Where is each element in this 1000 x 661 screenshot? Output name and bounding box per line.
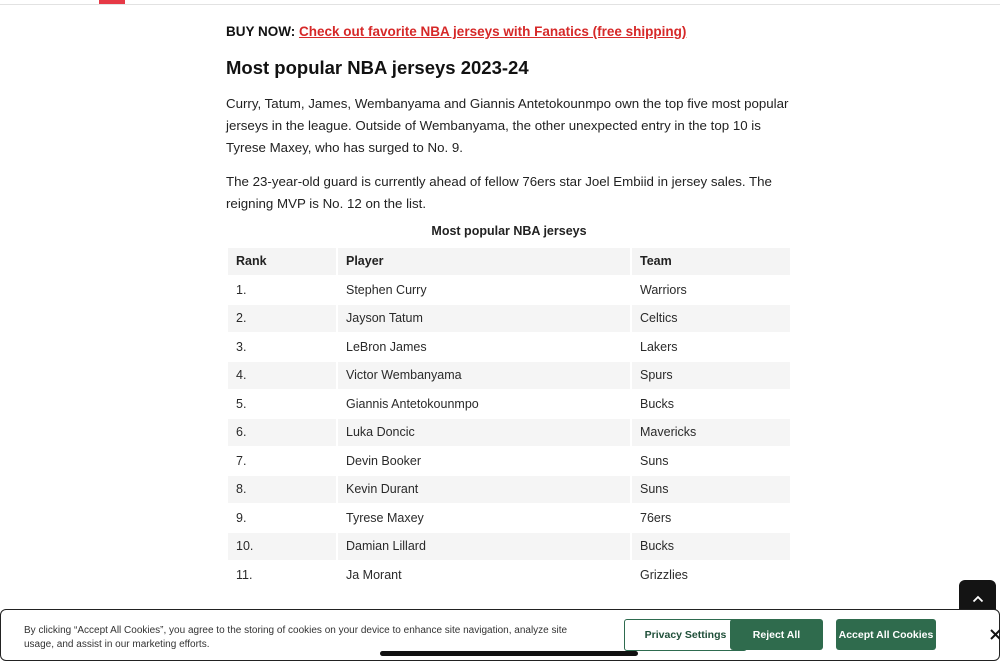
- player-cell: Giannis Antetokounmpo: [338, 391, 630, 418]
- player-cell: Stephen Curry: [338, 277, 630, 304]
- team-cell: Suns: [632, 476, 790, 503]
- player-cell: Victor Wembanyama: [338, 362, 630, 389]
- rank-cell: 9.: [228, 505, 336, 532]
- table-row: [228, 562, 790, 589]
- cookie-notice-text: By clicking “Accept All Cookies”, you agree to the storing of cookies on your device to enhance site navigation, analyze site usage, and assist in our marketing efforts.: [24, 625, 568, 650]
- accept-all-cookies-button[interactable]: Accept All Cookies: [836, 619, 936, 650]
- table-caption: Most popular NBA jerseys: [431, 224, 587, 238]
- rank-cell: 5.: [228, 391, 336, 418]
- column-header-rank: Rank: [228, 248, 336, 275]
- close-icon: [990, 629, 1000, 640]
- player-cell: Tyrese Maxey: [338, 505, 630, 532]
- home-indicator: [380, 651, 638, 656]
- team-cell: Suns: [632, 448, 790, 475]
- reject-all-button[interactable]: Reject All: [730, 619, 823, 650]
- table-header-row: [228, 248, 790, 275]
- rank-cell: 4.: [228, 362, 336, 389]
- rank-cell: 10.: [228, 533, 336, 560]
- jersey-rankings-table: [226, 246, 792, 590]
- top-nav-bar: [0, 0, 1000, 5]
- player-cell: LeBron James: [338, 334, 630, 361]
- close-banner-button[interactable]: [987, 624, 1000, 644]
- chevron-up-icon: [972, 595, 984, 603]
- nav-active-indicator: [99, 0, 125, 4]
- team-cell: Bucks: [632, 533, 790, 560]
- column-header-player: Player: [338, 248, 630, 275]
- team-cell: Mavericks: [632, 419, 790, 446]
- rank-cell: 1.: [228, 277, 336, 304]
- article-paragraph: The 23-year-old guard is currently ahead of fellow 76ers star Joel Embiid in jersey sales. The reigning MVP is No. 12 on the list.: [226, 174, 772, 211]
- player-cell: Jayson Tatum: [338, 305, 630, 332]
- player-cell: Damian Lillard: [338, 533, 630, 560]
- player-cell: Kevin Durant: [338, 476, 630, 503]
- table-row: [228, 419, 790, 446]
- player-cell: Ja Morant: [338, 562, 630, 589]
- rank-cell: 11.: [228, 562, 336, 589]
- team-cell: 76ers: [632, 505, 790, 532]
- table-row: [228, 305, 790, 332]
- promo-line: [226, 24, 686, 39]
- table-row: [228, 505, 790, 532]
- rank-cell: 7.: [228, 448, 336, 475]
- table-row: [228, 277, 790, 304]
- table-row: [228, 448, 790, 475]
- team-cell: Grizzlies: [632, 562, 790, 589]
- article-paragraph: Curry, Tatum, James, Wembanyama and Giannis Antetokounmpo own the top five most popular jerseys in the league. Outside of Wembanyama, the other unexpected entry in the top 10 is Tyrese Maxey, who has surged to No. 9.: [226, 96, 789, 155]
- team-cell: Lakers: [632, 334, 790, 361]
- section-heading: Most popular NBA jerseys 2023-24: [226, 57, 529, 78]
- table-row: [228, 533, 790, 560]
- player-cell: Devin Booker: [338, 448, 630, 475]
- column-header-team: Team: [632, 248, 790, 275]
- table-row: [228, 362, 790, 389]
- table-row: [228, 476, 790, 503]
- rank-cell: 3.: [228, 334, 336, 361]
- team-cell: Bucks: [632, 391, 790, 418]
- team-cell: Spurs: [632, 362, 790, 389]
- privacy-settings-button[interactable]: Privacy Settings: [624, 619, 747, 651]
- rank-cell: 6.: [228, 419, 336, 446]
- team-cell: Celtics: [632, 305, 790, 332]
- table-row: [228, 391, 790, 418]
- rank-cell: 8.: [228, 476, 336, 503]
- fanatics-promo-link[interactable]: Check out favorite NBA jerseys with Fanatics (free shipping): [299, 24, 687, 39]
- team-cell: Warriors: [632, 277, 790, 304]
- promo-label: BUY NOW:: [226, 24, 296, 39]
- table-row: [228, 334, 790, 361]
- player-cell: Luka Doncic: [338, 419, 630, 446]
- rank-cell: 2.: [228, 305, 336, 332]
